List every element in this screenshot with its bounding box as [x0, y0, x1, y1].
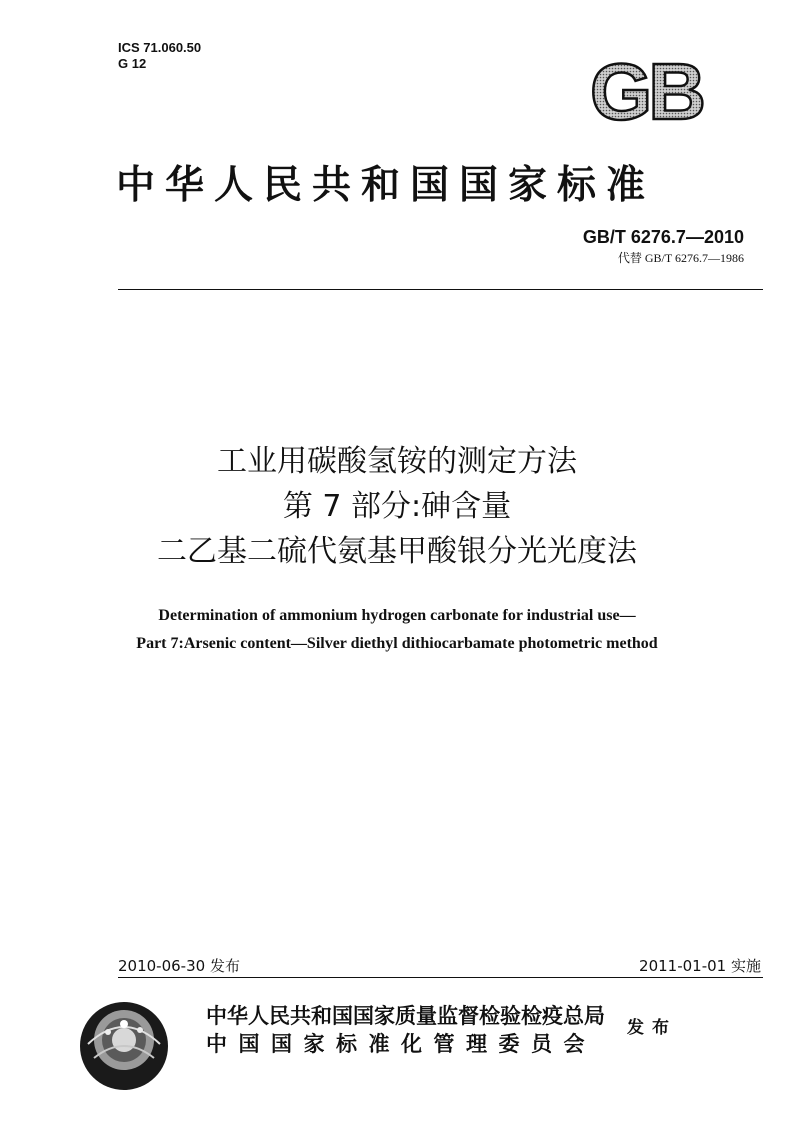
chinese-title-line-3: 二乙基二硫代氨基甲酸银分光光度法 [157, 534, 637, 569]
standard-code-block [583, 227, 744, 266]
chinese-title-line-1: 工业用碳酸氢铵的测定方法 [217, 444, 577, 479]
issuer-aqsiq: 中华人民共和国国家质量监督检验检疫总局 [206, 1004, 605, 1028]
english-title-line-1: Determination of ammonium hydrogen carbonate for industrial use— [158, 607, 636, 624]
publish-label: 发布 [627, 1018, 677, 1038]
english-title-line-2: Part 7:Arsenic content—Silver diethyl dithiocarbamate photometric method [136, 635, 658, 652]
top-divider [118, 289, 763, 290]
national-emblem-seal-icon [78, 1000, 170, 1092]
chinese-title-line-2: 第 7 部分:砷含量 [282, 489, 512, 524]
bottom-divider [118, 977, 763, 978]
implementation-date: 2011-01-01 实施 [639, 957, 761, 975]
svg-text:GB: GB [590, 55, 702, 127]
classification-codes [118, 40, 201, 72]
gb-logo [566, 55, 726, 127]
issuing-authorities [206, 1002, 605, 1058]
issue-date: 2010-06-30 发布 [118, 957, 240, 975]
issuer-sac: 中国国家标准化管理委员会 [206, 1032, 596, 1056]
ccs-code: G 12 [118, 56, 147, 71]
standard-code: GB/T 6276.7—2010 [582, 227, 744, 247]
ics-code: ICS 71.060.50 [118, 40, 202, 55]
standard-type-title: 中华人民共和国国家标准 [116, 163, 656, 208]
replaced-standard: 代替 GB/T 6276.7—1986 [617, 251, 744, 265]
